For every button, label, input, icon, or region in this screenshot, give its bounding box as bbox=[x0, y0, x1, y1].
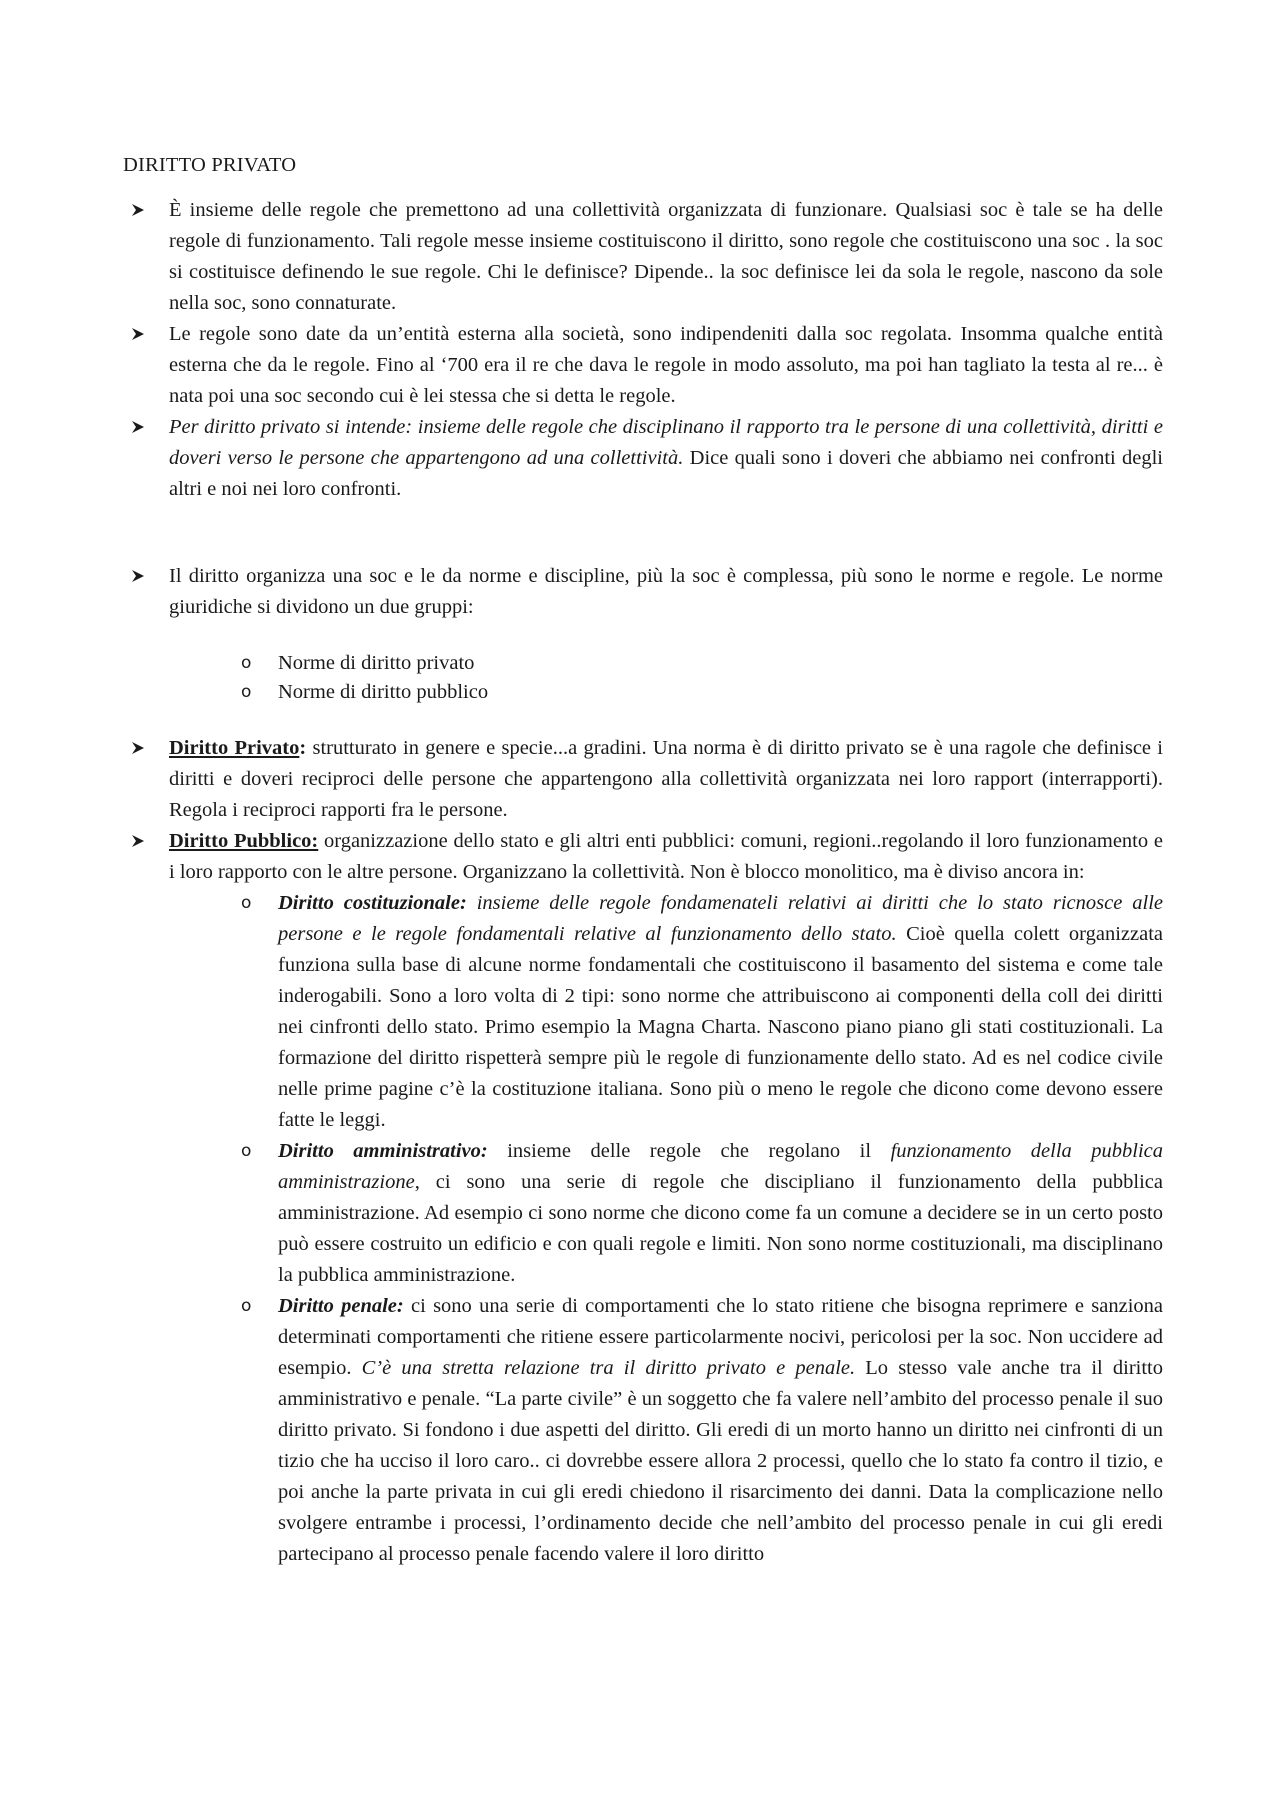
paragraph-text: Lo stesso vale anche tra il diritto amministrativo e penale. “La parte civile” è un soggetto che fa valere nell’ambito del processo penale il suo diritto privato. Si fondono i due aspetti del diritto. Gli eredi di un morto hanno un diritto nei cinfronti di un tizio che ha ucciso il loro caro.. ci dovrebbe essere allora 2 processi, quello che lo stato fa contro il tizio, e poi anche la parte privata in cui gli eredi chiedono il risarcimento dei danni. Data la complicazione nello svolgere entrambe i processi, l’ordinamento decide che nell’ambito del processo penale in cui gli eredi partecipano al processo penale facendo valere il loro diritto bbox=[278, 1357, 1163, 1565]
document-title: DIRITTO PRIVATO bbox=[123, 154, 297, 176]
circle-bullet-icon: o bbox=[241, 1141, 252, 1161]
arrow-bullet-icon bbox=[131, 826, 147, 857]
paragraph-text: , ci sono una serie di regole che discipliano il funzionamento della pubblica amministrazione. Ad esempio ci sono norme che dicono come fa un comune a decidere se in un certo posto può essere costruito un edificio e con quali regole e limiti. Non sono norme costituzionali, ma disciplinano la pubblica amministrazione. bbox=[278, 1171, 1163, 1286]
definition-italic-text: C’è una stretta relazione tra il diritto privato e penale. bbox=[361, 1357, 856, 1379]
list-item bbox=[123, 649, 1163, 678]
document-page bbox=[123, 150, 1163, 1570]
term-heading: Diritto Pubblico: bbox=[169, 830, 319, 852]
paragraph-text: strutturato in genere e specie...a gradini. Una norma è di diritto privato se è una ragole che definisce i diritti e doveri reciproci delle persone che appartengono alla collettività organizzata nei loro rapport (interrapporti). Regola i reciproci rapporti fra le persone. bbox=[169, 737, 1163, 821]
list-item-private-law-definition bbox=[123, 412, 1163, 505]
paragraph-text: Cioè quella colett organizzata funziona sulla base di alcune norme fondamentali che costituiscono il basamento del sistema e come tale inderogabili. Sono a loro volta di 2 tipi: sono norme che attribuiscono ai componenti della coll dei diritti nei cinfronti dello stato. Primo esempio la Magna Charta. Nascono piano piano gli stati costituzionali. La formazione del diritto rispetterà sempre più le regole di funzionamente dello stato. Ad es nel codice civile nelle prime pagine c’è la costituzione italiana. Sono più o meno le regole che dicono come devono essere fatte le leggi. bbox=[278, 923, 1164, 1131]
term-colon: : bbox=[299, 737, 307, 759]
arrow-bullet-icon bbox=[131, 561, 147, 592]
term-heading: Diritto Privato bbox=[169, 737, 300, 759]
paragraph-text: organizzazione dello stato e gli altri enti pubblici: comuni, regioni..regolando il loro funzionamento e i loro rapporto con le altre persone. Organizzano la collettività. Non è blocco monolitico, ma è diviso ancora in: bbox=[169, 830, 1163, 883]
definition-italic-text: Per diritto privato si intende: insieme delle regole che disciplinano il rapporto tra le persone di una collettività, diritti e doveri verso le persone che appartengono ad una collettività. bbox=[169, 416, 1163, 469]
paragraph-text: Le regole sono date da un’entità esterna alla società, sono indipendeniti dalla soc regolata. Insomma qualche entità esterna che da le regole. Fino al ‘700 era il re che dava le regole in modo assoluto, ma poi han tagliato la testa al re... è nata poi una soc secondo cui è lei stessa che si detta le regole. bbox=[169, 323, 1163, 407]
paragraph-text: Dice quali sono i doveri che abbiamo nei confronti degli altri e noi nei loro confronti. bbox=[169, 447, 1163, 500]
public-law-branches-list bbox=[123, 888, 1163, 1570]
list-item-criminal-law bbox=[123, 1291, 1163, 1570]
definition-italic-text: insieme delle regole fondamenateli relativi ai diritti che lo stato ricnosce alle persone e le regole fondamentali relative al funzionamento dello stato. bbox=[278, 892, 1164, 945]
arrow-bullet-icon bbox=[131, 412, 147, 443]
group-label: Norme di diritto privato bbox=[278, 652, 475, 674]
list-item-external-rules bbox=[123, 319, 1163, 412]
list-item-public-law bbox=[123, 826, 1163, 888]
circle-bullet-icon: o bbox=[241, 653, 252, 673]
circle-bullet-icon: o bbox=[241, 1296, 252, 1316]
term-heading: Diritto amministrativo: bbox=[278, 1140, 488, 1162]
circle-bullet-icon: o bbox=[241, 682, 252, 702]
list-item-administrative-law bbox=[123, 1136, 1163, 1291]
definition-italic-text: funzionamento della pubblica amministrazione bbox=[278, 1140, 1163, 1193]
term-heading: Diritto penale: bbox=[278, 1295, 404, 1317]
paragraph-text: insieme delle regole che regolano il bbox=[487, 1140, 891, 1162]
list-item-law-organizes bbox=[123, 561, 1163, 623]
list-item-constitutional-law bbox=[123, 888, 1163, 1136]
group-label: Norme di diritto pubblico bbox=[278, 681, 489, 703]
arrow-bullet-icon bbox=[131, 195, 147, 226]
paragraph-text: Il diritto organizza una soc e le da norme e discipline, più la soc è complessa, più sono le norme e regole. Le norme giuridiche si dividono un due gruppi: bbox=[169, 565, 1163, 618]
list-item-definition bbox=[123, 195, 1163, 319]
norm-groups-list bbox=[123, 649, 1163, 707]
term-heading: Diritto costituzionale: bbox=[278, 892, 467, 914]
list-item bbox=[123, 678, 1163, 707]
arrow-bullet-icon bbox=[131, 319, 147, 350]
paragraph-text: ci sono una serie di comportamenti che lo stato ritiene che bisogna reprimere e sanziona determinati comportamenti che ritiene essere particolarmente nocivi, pericolosi per la soc. Non uccidere ad esempio. bbox=[278, 1295, 1163, 1379]
paragraph-text: È insieme delle regole che premettono ad una collettività organizzata di funzionare. Qualsiasi soc è tale se ha delle regole di funzionamento. Tali regole messe insieme costituiscono il diritto, sono regole che costituiscono una soc . la soc si costituisce definendo le sue regole. Chi le definisce? Dipende.. la soc definisce lei da sola le regole, nascono da sole nella soc, sono connaturate. bbox=[169, 199, 1163, 314]
list-item-private-law bbox=[123, 733, 1163, 826]
circle-bullet-icon: o bbox=[241, 893, 252, 913]
arrow-bullet-icon bbox=[131, 733, 147, 764]
